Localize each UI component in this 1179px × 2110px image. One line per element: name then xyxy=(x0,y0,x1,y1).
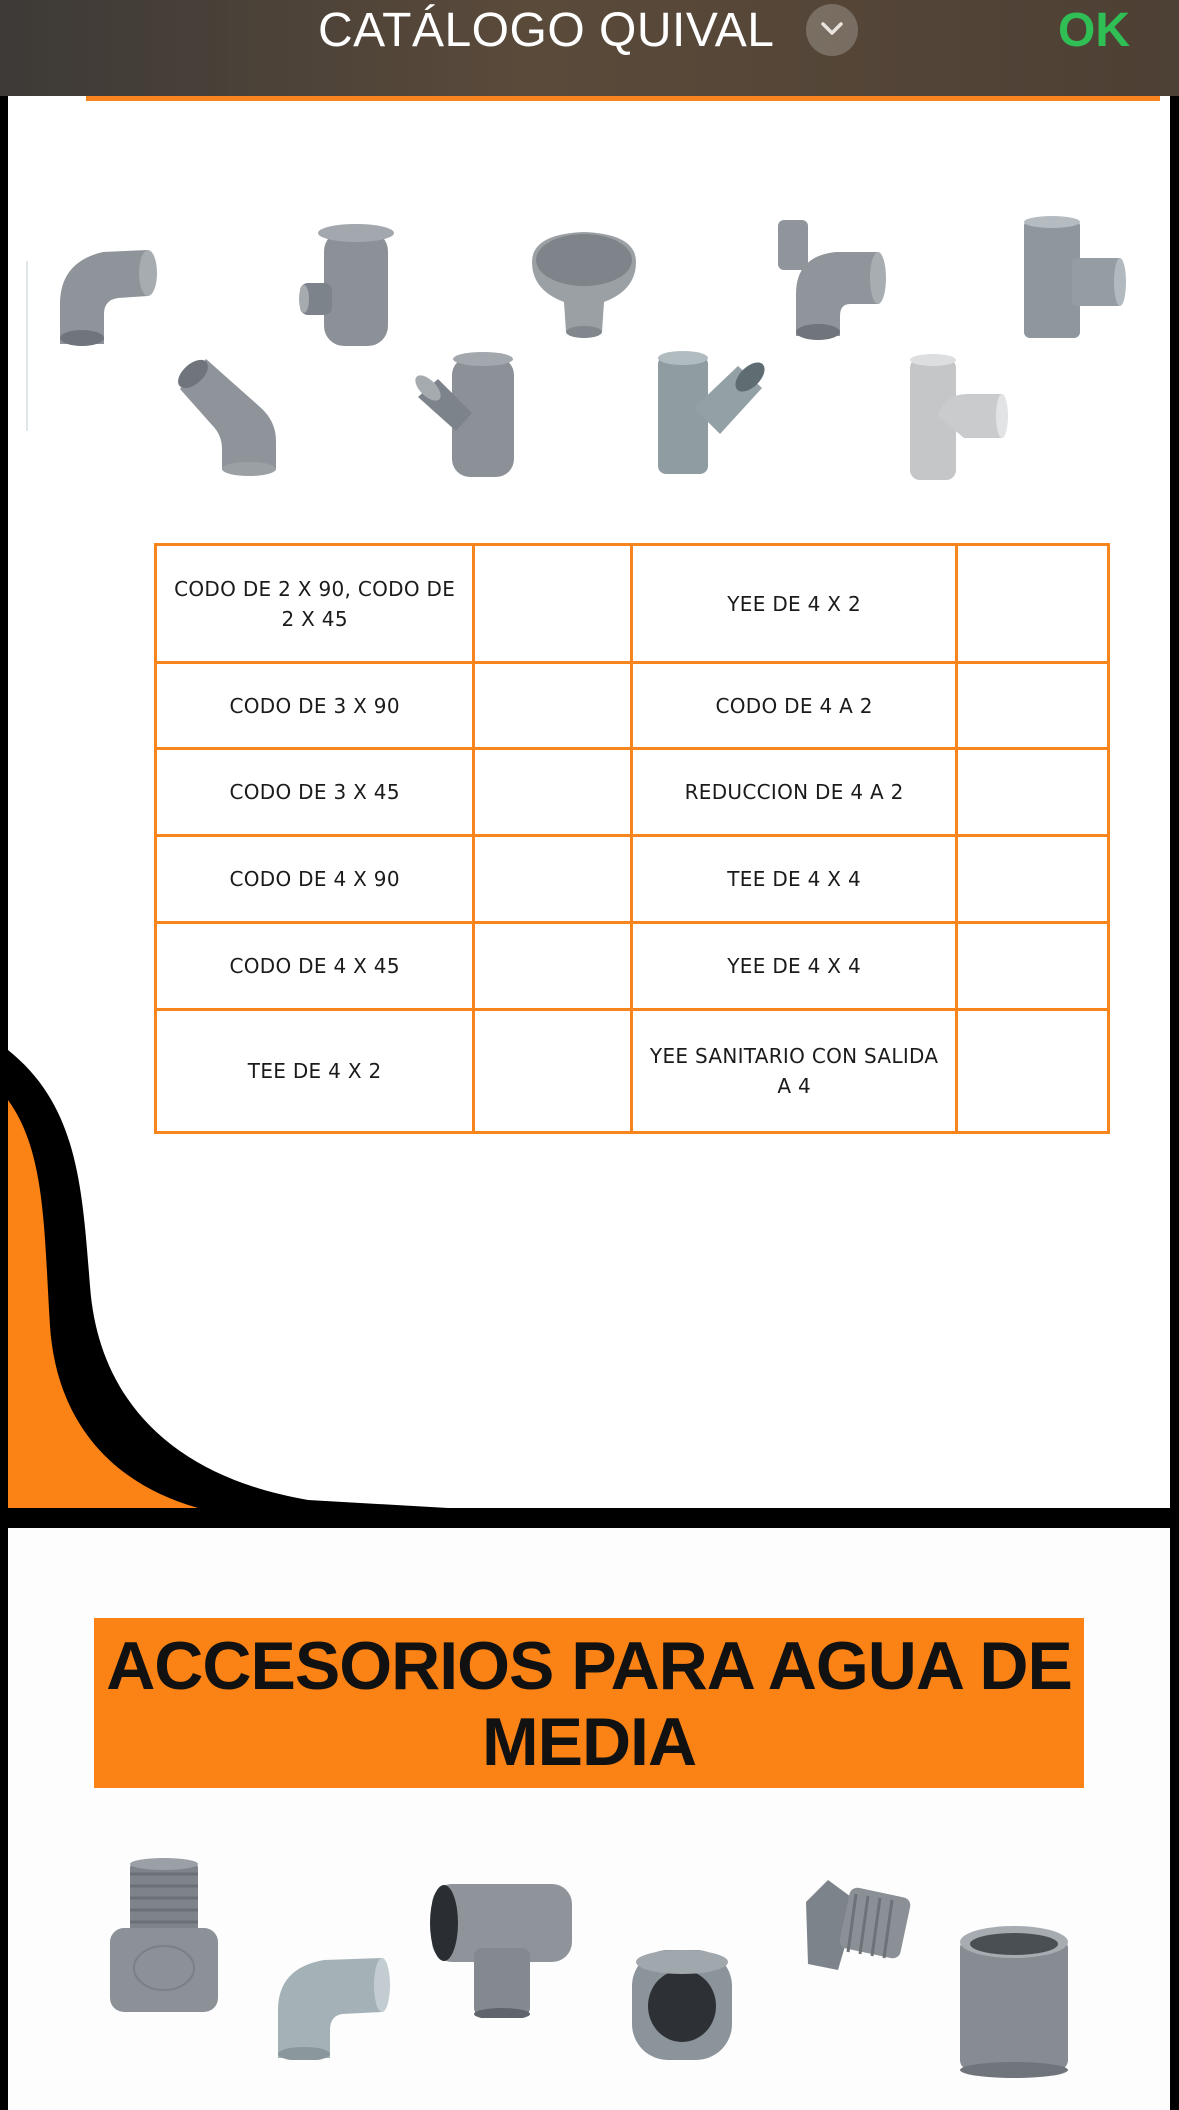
section-banner xyxy=(94,1618,1084,1788)
table-cell: TEE DE 4 X 4 xyxy=(632,836,956,923)
table-cell-empty xyxy=(956,1010,1108,1133)
table-cell-empty xyxy=(474,545,632,663)
sanitary-tee-fitting xyxy=(296,221,416,351)
decorative-swoosh xyxy=(8,1036,448,1508)
section-title: ACCESORIOS PARA AGUA DE MEDIA xyxy=(106,1628,1072,1780)
tee-small-fitting xyxy=(422,1868,582,2018)
table-cell: CODO DE 4 A 2 xyxy=(632,663,956,749)
catalog-page-2 xyxy=(8,1528,1170,2110)
table-cell: CODO DE 3 X 90 xyxy=(156,663,474,749)
table-cell-empty xyxy=(474,663,632,749)
document-title: CATÁLOGO QUIVAL xyxy=(318,4,775,57)
table-row xyxy=(156,545,1109,663)
table-cell-empty xyxy=(474,1010,632,1133)
table-cell-empty xyxy=(956,663,1108,749)
table-cell-empty xyxy=(474,749,632,836)
top-bar xyxy=(0,0,1179,96)
elbow-90-small-fitting xyxy=(270,1938,390,2060)
table-cell-empty xyxy=(956,836,1108,923)
tee-fitting xyxy=(1016,214,1126,344)
table-cell-empty xyxy=(474,923,632,1010)
coupling-fitting xyxy=(626,1932,738,2066)
catalog-page-1 xyxy=(8,96,1170,1508)
table-row xyxy=(156,923,1109,1010)
table-row xyxy=(156,836,1109,923)
table-row xyxy=(156,749,1109,836)
table-cell: CODO DE 3 X 45 xyxy=(156,749,474,836)
male-adapter-fitting xyxy=(104,1858,224,2016)
table-cell-empty xyxy=(474,836,632,923)
table-cell-empty xyxy=(956,749,1108,836)
orange-rule xyxy=(86,96,1160,101)
table-cell: CODO DE 4 X 45 xyxy=(156,923,474,1010)
table-cell: CODO DE 4 X 90 xyxy=(156,836,474,923)
elbow-with-inlet-fitting xyxy=(766,216,886,340)
elbow-45-fitting xyxy=(176,351,296,477)
wye-45-fitting xyxy=(650,348,770,478)
wye-fitting xyxy=(412,351,532,481)
table-cell: REDUCCION DE 4 A 2 xyxy=(632,749,956,836)
table-cell: YEE DE 4 X 4 xyxy=(632,923,956,1010)
chevron-down-icon[interactable] xyxy=(806,4,858,56)
page-divider xyxy=(0,1508,1179,1528)
table-cell-empty xyxy=(956,923,1108,1010)
elbow-90-fitting xyxy=(48,234,168,346)
table-cell: TEE DE 4 X 2 xyxy=(156,1010,474,1133)
light-tee-fitting xyxy=(898,354,1018,484)
socket-fitting xyxy=(954,1924,1074,2080)
table-cell: YEE SANITARIO CON SALIDA A 4 xyxy=(632,1010,956,1133)
ok-button[interactable]: OK xyxy=(1058,4,1130,57)
plug-fitting xyxy=(798,1872,918,1982)
reducer-fitting xyxy=(528,224,640,340)
table-cell: YEE DE 4 X 2 xyxy=(632,545,956,663)
table-cell-empty xyxy=(956,545,1108,663)
page-edge xyxy=(26,261,28,431)
table-cell: CODO DE 2 X 90, CODO DE 2 X 45 xyxy=(156,545,474,663)
table-row xyxy=(156,663,1109,749)
